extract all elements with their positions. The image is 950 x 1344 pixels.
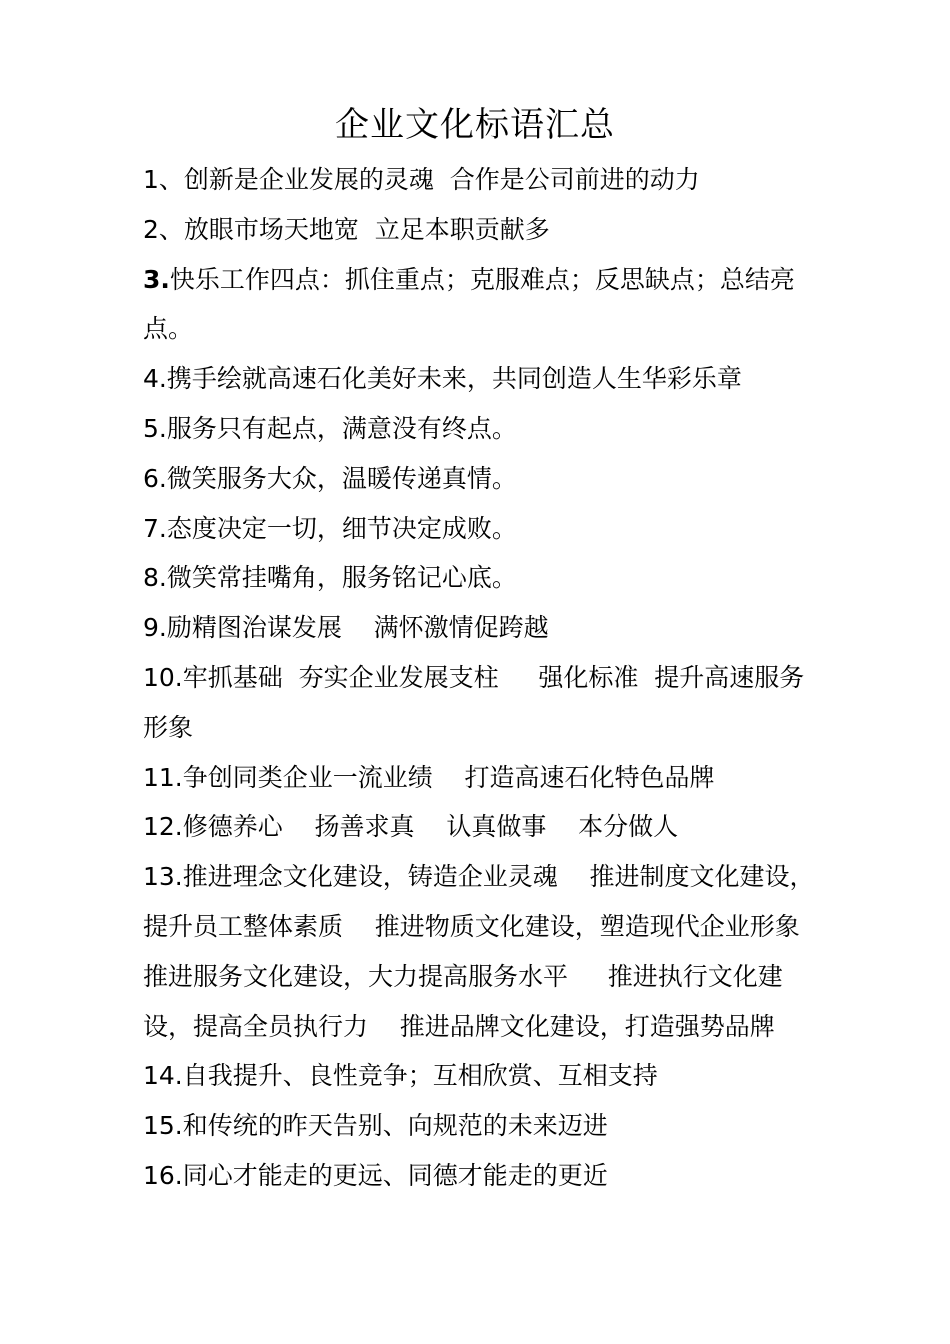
- document-body: [143, 155, 813, 1201]
- slogan-line-9: 9.励精图治谋发展 满怀激情促跨越: [143, 613, 549, 643]
- slogan-line-2: 2、放眼市场天地宽 立足本职贡献多: [143, 214, 550, 244]
- slogan-line-15: 15.和传统的昨天告别、向规范的未来迈进: [143, 1111, 608, 1141]
- slogan-line-3-cont: 点。: [143, 314, 194, 344]
- slogan-line-13-cont-2: 推进服务文化建设，大力提高服务水平 推进执行文化建: [143, 961, 783, 991]
- slogan-line-4: 4.携手绘就高速石化美好未来，共同创造人生华彩乐章: [143, 364, 742, 394]
- slogan-line-16: 16.同心才能走的更远、同德才能走的更近: [143, 1160, 608, 1190]
- slogan-line-11: 11.争创同类企业一流业绩 打造高速石化特色品牌: [143, 762, 715, 792]
- slogan-line-3: [143, 255, 813, 305]
- slogan-3-number: 3.: [143, 264, 170, 294]
- slogan-line-13: 13.推进理念文化建设，铸造企业灵魂 推进制度文化建设，: [143, 862, 815, 892]
- slogan-line-10-cont: 形象: [143, 712, 194, 742]
- slogan-line-7: 7.态度决定一切，细节决定成败。: [143, 513, 517, 543]
- slogan-line-5: 5.服务只有起点，满意没有终点。: [143, 413, 517, 443]
- slogan-line-1: 1、创新是企业发展的灵魂 合作是公司前进的动力: [143, 165, 700, 194]
- slogan-line-13-cont-3: 设，提高全员执行力 推进品牌文化建设，打造强势品牌: [143, 1011, 775, 1041]
- slogan-line-8: 8.微笑常挂嘴角，服务铭记心底。: [143, 563, 517, 593]
- slogan-line-14: 14.自我提升、良性竞争；互相欣赏、互相支持: [143, 1061, 658, 1091]
- slogan-line-10: 10.牢抓基础 夯实企业发展支柱 强化标准 提升高速服务: [143, 662, 805, 692]
- slogan-line-13-cont-1: 提升员工整体素质 推进物质文化建设，塑造现代企业形象: [143, 911, 800, 941]
- slogan-line-6: 6.微笑服务大众，温暖传递真情。: [143, 463, 517, 493]
- slogan-3-text: 快乐工作四点：抓住重点；克服难点；反思缺点；总结亮: [169, 264, 795, 294]
- slogan-line-12: 12.修德养心 扬善求真 认真做事 本分做人: [143, 812, 679, 842]
- document-title: 企业文化标语汇总: [335, 105, 615, 145]
